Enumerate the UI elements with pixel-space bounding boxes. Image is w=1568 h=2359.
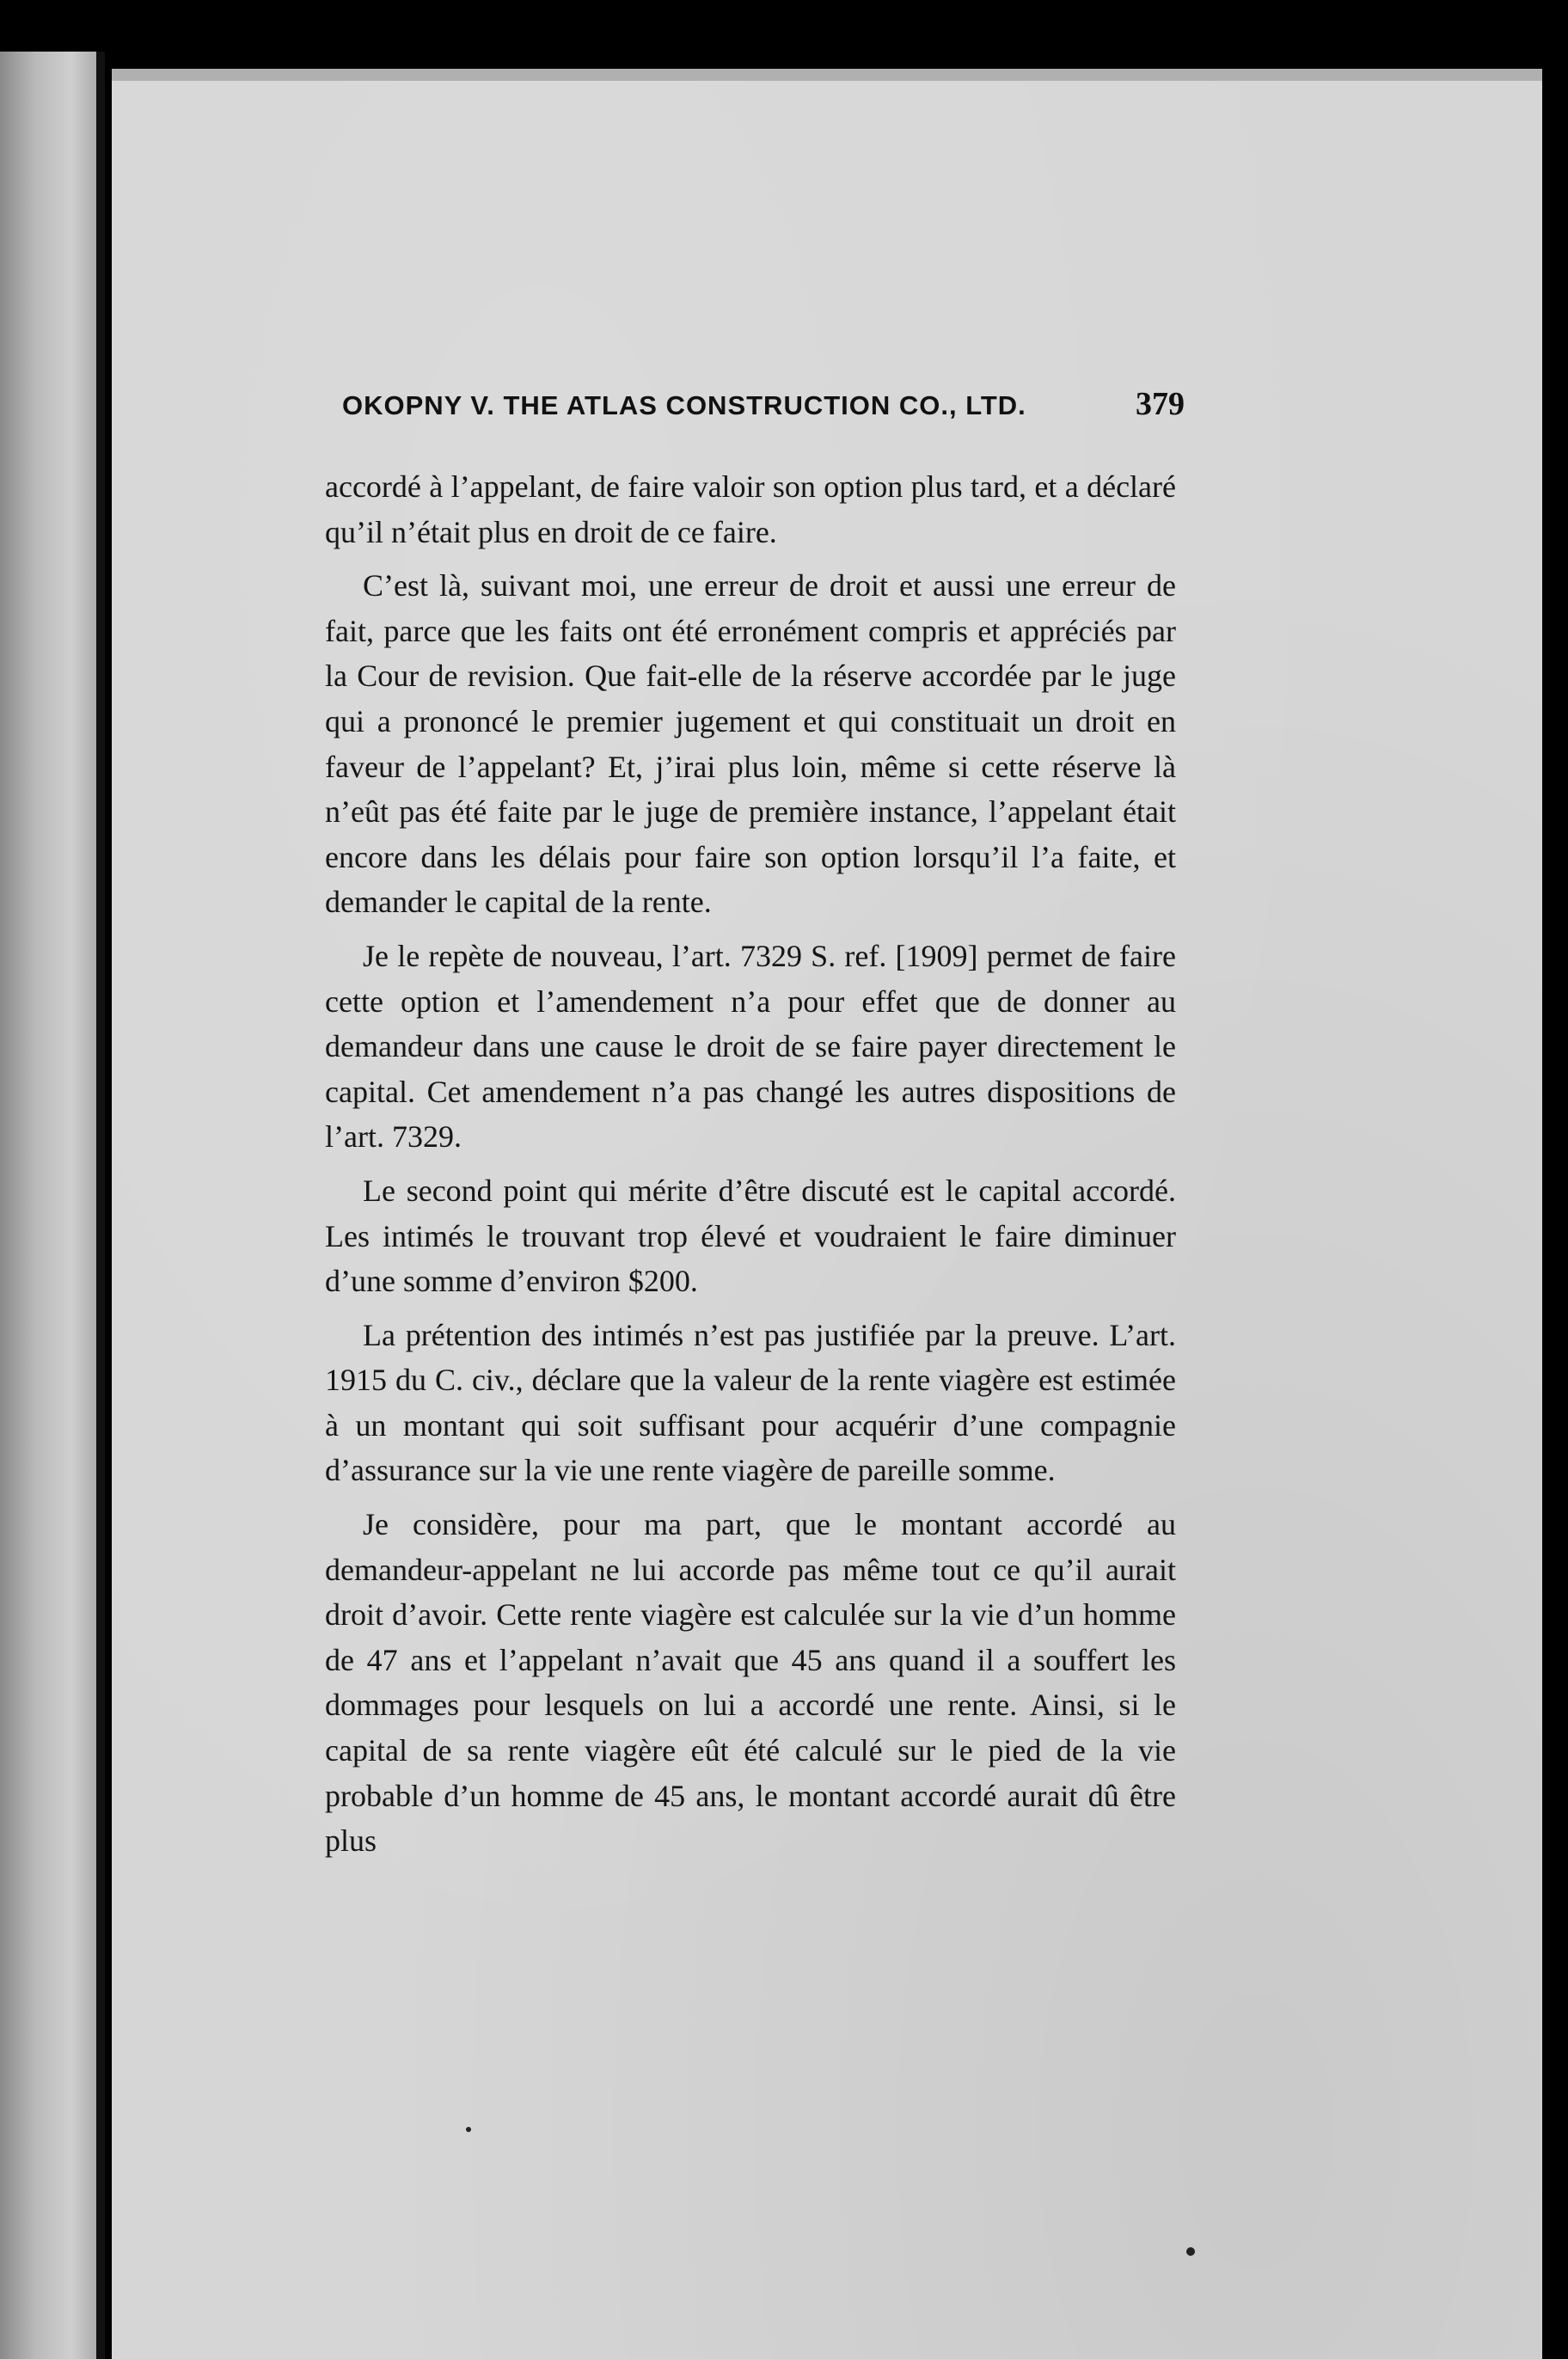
- paragraph: Je considère, pour ma part, que le montant accordé au demandeur-appelant ne lui accorde pas même tout ce qu’il aurait droit d’avoir. Cette rente viagère est calculée sur la vie d’un homme de 47 ans et l’appelant n’avait que 45 ans quand il a souffert les dommages pour lesquels on lui a accordé une rente. Ainsi, si le capital de sa rente viagère eût été calculé sur le pied de la vie probable d’un homme de 45 ans, le montant accordé aurait dû être plus: [325, 1507, 1176, 1859]
- dust-speck: [1186, 2247, 1195, 2256]
- paragraph: C’est là, suivant moi, une erreur de droit et aussi une erreur de fait, parce que les faits ont été erronément compris et appréciés par la Cour de revision. Que fait-elle de la réserve accordée par le juge qui a prononcé le premier jugement et qui constituait un droit en faveur de l’appelant? Et, j’irai plus loin, même si cette réserve là n’eût pas été faite par le juge de première instance, l’appelant était encore dans les délais pour faire son option lorsqu’il l’a faite, et demander le capital de la rente.: [325, 568, 1176, 920]
- paragraph: accordé à l’appelant, de faire valoir son option plus tard, et a déclaré qu’il n’était plus en droit de ce faire.: [325, 469, 1176, 549]
- previous-page-edge: [0, 52, 101, 2359]
- dust-speck: [466, 2127, 471, 2132]
- paragraph: Je le repète de nouveau, l’art. 7329 S. ref. [1909] permet de faire cette option et l’amendement n’a pour effet que de donner au demandeur dans une cause le droit de se faire payer directement le capital. Cet amendement n’a pas changé les autres dispositions de l’art. 7329.: [325, 938, 1176, 1155]
- paragraph: Le second point qui mérite d’être discuté est le capital accordé. Les intimés le trouvant trop élevé et voudraient le faire diminuer d’une somme d’environ $200.: [325, 1173, 1176, 1299]
- page-number: 379: [1136, 386, 1185, 422]
- running-head: [342, 385, 1185, 423]
- body-text: [325, 464, 1176, 1872]
- paragraph: La prétention des intimés n’est pas justifiée par la preuve. L’art. 1915 du C. civ., déclare que la valeur de la rente viagère est estimée à un montant qui soit suffisant pour acquérir d’une compagnie d’assurance sur la vie une rente viagère de pareille somme.: [325, 1317, 1176, 1488]
- book-spine: [96, 52, 105, 2359]
- running-title: OKOPNY V. THE ATLAS CONSTRUCTION CO., LTD.: [342, 390, 1026, 420]
